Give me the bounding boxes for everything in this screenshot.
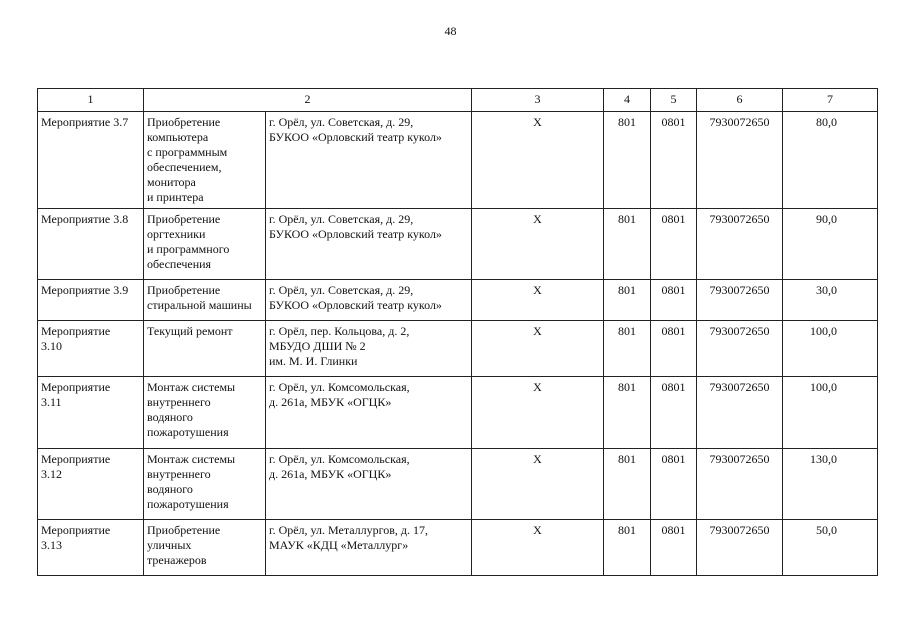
- budget-table: [37, 88, 878, 576]
- item-line: компьютера: [147, 130, 209, 144]
- item-line: пожаротушения: [147, 425, 229, 439]
- item-line: и принтера: [147, 190, 204, 204]
- col7-cell: 90,0: [783, 209, 878, 280]
- item-line: оргтехники: [147, 227, 206, 241]
- address-cell: [266, 520, 472, 576]
- col7-cell: 130,0: [783, 449, 878, 520]
- event-cell: [38, 449, 144, 520]
- item-line: пожаротушения: [147, 497, 229, 511]
- address-line: МАУК «КДЦ «Металлург»: [269, 538, 409, 552]
- item-line: Приобретение: [147, 283, 221, 297]
- col3-cell: X: [472, 112, 604, 209]
- col5-cell: 0801: [651, 377, 697, 449]
- event-line: Мероприятие: [41, 324, 111, 338]
- col4-cell: 801: [604, 321, 651, 377]
- event-cell: [38, 520, 144, 576]
- col4-cell: 801: [604, 449, 651, 520]
- col5-cell: 0801: [651, 321, 697, 377]
- header-row: [38, 89, 878, 112]
- item-line: водяного: [147, 482, 193, 496]
- header-cell-2: 2: [144, 89, 472, 112]
- table-row: [38, 209, 878, 280]
- item-line: монитора: [147, 175, 196, 189]
- event-line: 3.11: [41, 395, 62, 409]
- col5-cell: 0801: [651, 449, 697, 520]
- col4-cell: 801: [604, 377, 651, 449]
- item-line: уличных: [147, 538, 192, 552]
- col7-cell: 50,0: [783, 520, 878, 576]
- item-line: внутреннего: [147, 395, 211, 409]
- item-line: с программным: [147, 145, 228, 159]
- table-row: [38, 449, 878, 520]
- address-cell: [266, 209, 472, 280]
- header-cell-1: 1: [38, 89, 144, 112]
- event-cell: [38, 321, 144, 377]
- item-line: внутреннего: [147, 467, 211, 481]
- event-line: 3.10: [41, 339, 62, 353]
- event-line: 3.12: [41, 467, 62, 481]
- header-cell-5: 5: [651, 89, 697, 112]
- table-row: [38, 520, 878, 576]
- col7-cell: 100,0: [783, 377, 878, 449]
- col3-cell: X: [472, 321, 604, 377]
- item-line: Приобретение: [147, 115, 221, 129]
- item-cell: [144, 520, 266, 576]
- item-line: тренажеров: [147, 553, 207, 567]
- address-line: БУКОО «Орловский театр кукол»: [269, 130, 442, 144]
- event-cell: [38, 377, 144, 449]
- col7-cell: 30,0: [783, 280, 878, 321]
- item-cell: [144, 449, 266, 520]
- event-line: Мероприятие: [41, 452, 111, 466]
- col3-cell: X: [472, 209, 604, 280]
- address-line: г. Орёл, пер. Кольцова, д. 2,: [269, 324, 410, 338]
- col3-cell: X: [472, 520, 604, 576]
- col6-cell: 7930072650: [697, 209, 783, 280]
- item-line: Приобретение: [147, 523, 221, 537]
- address-line: им. М. И. Глинки: [269, 354, 358, 368]
- item-cell: [144, 321, 266, 377]
- table-row: [38, 112, 878, 209]
- item-cell: [144, 377, 266, 449]
- col3-cell: X: [472, 449, 604, 520]
- col4-cell: 801: [604, 280, 651, 321]
- item-line: и программного: [147, 242, 230, 256]
- header-cell-4: 4: [604, 89, 651, 112]
- address-line: МБУДО ДШИ № 2: [269, 339, 366, 353]
- item-cell: [144, 112, 266, 209]
- item-line: Монтаж системы: [147, 380, 236, 394]
- table-row: [38, 321, 878, 377]
- page-number: 48: [444, 24, 457, 38]
- event-cell: Мероприятие 3.8: [38, 209, 144, 280]
- item-cell: [144, 280, 266, 321]
- address-line: д. 261а, МБУК «ОГЦК»: [269, 467, 392, 481]
- item-line: Приобретение: [147, 212, 221, 226]
- col3-cell: X: [472, 280, 604, 321]
- item-line: стиральной машины: [147, 298, 252, 312]
- address-line: г. Орёл, ул. Советская, д. 29,: [269, 212, 414, 226]
- col5-cell: 0801: [651, 209, 697, 280]
- item-line: водяного: [147, 410, 193, 424]
- item-line: обеспечения: [147, 257, 212, 271]
- event-line: 3.13: [41, 538, 62, 552]
- address-line: г. Орёл, ул. Комсомольская,: [269, 452, 410, 466]
- col6-cell: 7930072650: [697, 112, 783, 209]
- address-line: д. 261а, МБУК «ОГЦК»: [269, 395, 392, 409]
- event-line: Мероприятие: [41, 523, 111, 537]
- address-line: г. Орёл, ул. Комсомольская,: [269, 380, 410, 394]
- col6-cell: 7930072650: [697, 377, 783, 449]
- col5-cell: 0801: [651, 520, 697, 576]
- header-cell-7: 7: [783, 89, 878, 112]
- header-cell-6: 6: [697, 89, 783, 112]
- col5-cell: 0801: [651, 112, 697, 209]
- col4-cell: 801: [604, 112, 651, 209]
- item-line: Текущий ремонт: [147, 324, 233, 338]
- col4-cell: 801: [604, 209, 651, 280]
- address-line: г. Орёл, ул. Металлургов, д. 17,: [269, 523, 429, 537]
- table-row: [38, 377, 878, 449]
- address-cell: [266, 280, 472, 321]
- address-cell: [266, 112, 472, 209]
- col4-cell: 801: [604, 520, 651, 576]
- col6-cell: 7930072650: [697, 321, 783, 377]
- event-cell: Мероприятие 3.9: [38, 280, 144, 321]
- item-line: Монтаж системы: [147, 452, 236, 466]
- event-cell: Мероприятие 3.7: [38, 112, 144, 209]
- address-cell: [266, 377, 472, 449]
- item-cell: [144, 209, 266, 280]
- table-row: [38, 280, 878, 321]
- address-cell: [266, 449, 472, 520]
- address-line: БУКОО «Орловский театр кукол»: [269, 298, 442, 312]
- col3-cell: X: [472, 377, 604, 449]
- col6-cell: 7930072650: [697, 280, 783, 321]
- address-cell: [266, 321, 472, 377]
- address-line: г. Орёл, ул. Советская, д. 29,: [269, 115, 414, 129]
- address-line: БУКОО «Орловский театр кукол»: [269, 227, 442, 241]
- col6-cell: 7930072650: [697, 520, 783, 576]
- item-line: обеспечением,: [147, 160, 222, 174]
- col5-cell: 0801: [651, 280, 697, 321]
- event-line: Мероприятие: [41, 380, 111, 394]
- address-line: г. Орёл, ул. Советская, д. 29,: [269, 283, 414, 297]
- col7-cell: 100,0: [783, 321, 878, 377]
- header-cell-3: 3: [472, 89, 604, 112]
- col6-cell: 7930072650: [697, 449, 783, 520]
- col7-cell: 80,0: [783, 112, 878, 209]
